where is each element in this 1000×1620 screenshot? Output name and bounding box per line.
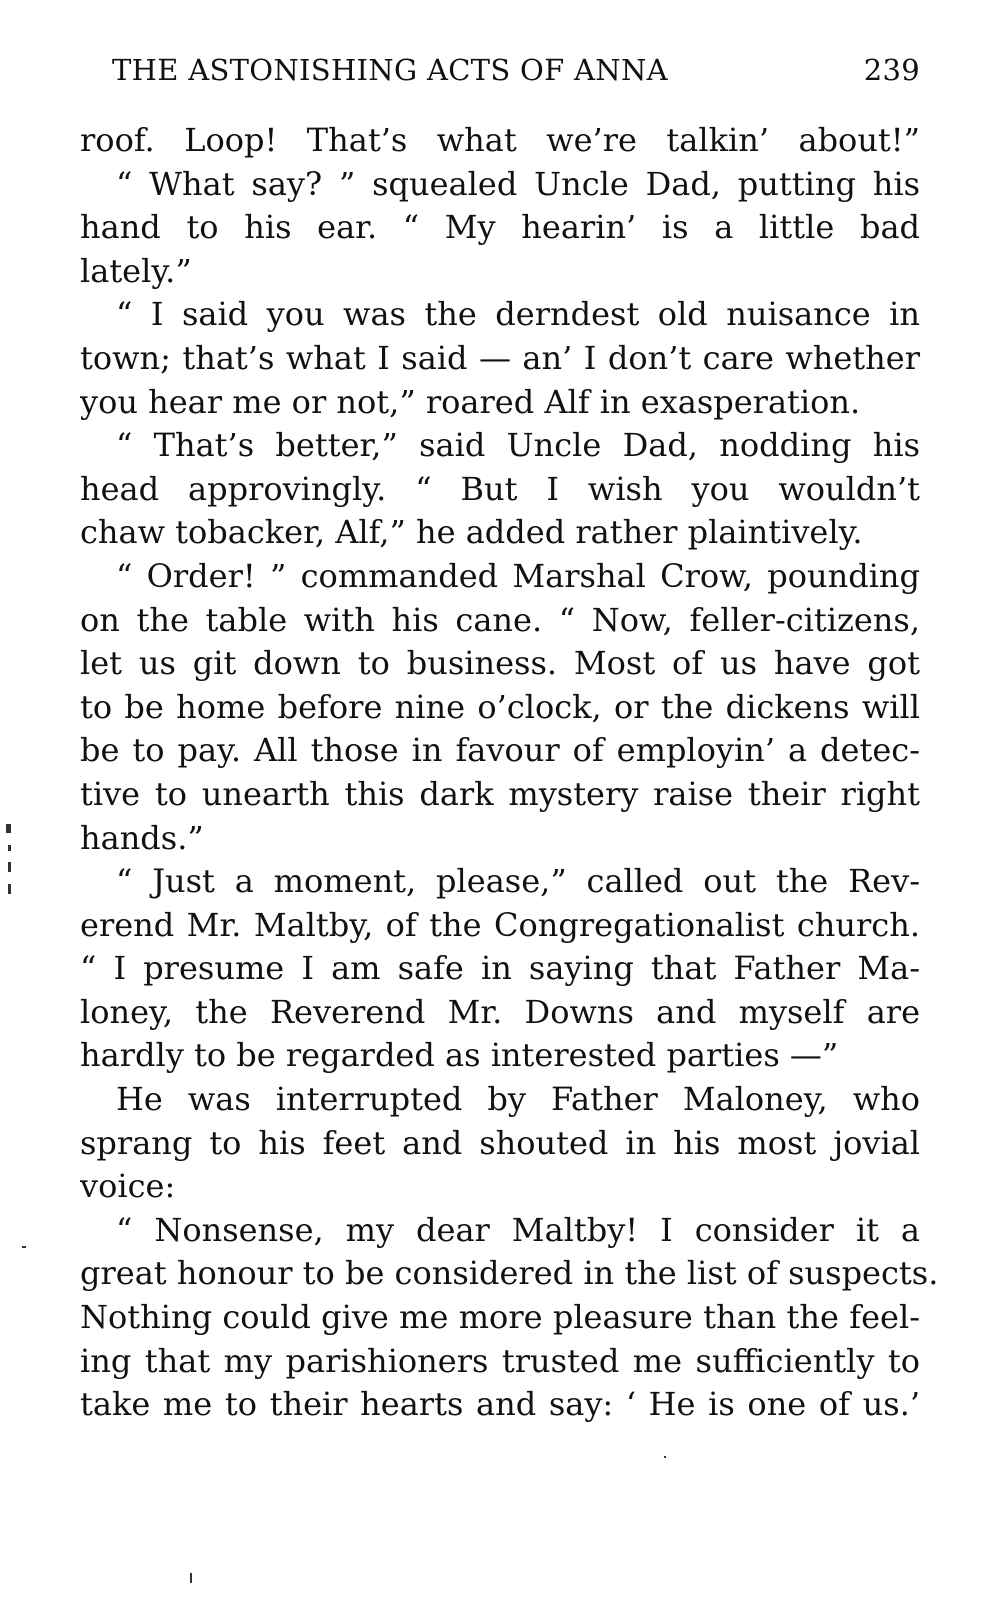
running-title: THE ASTONISHING ACTS OF ANNA — [112, 53, 668, 87]
running-head — [112, 50, 920, 90]
text-line: He was interrupted by Father Maloney, who — [116, 1080, 920, 1119]
text-line: on the table with his cane. “ Now, feller-citizens, — [80, 600, 920, 639]
text-line: “ Just a moment, please,” called out the Rev- — [116, 862, 920, 901]
text-line: Nothing could give me more pleasure than the feel- — [80, 1298, 920, 1337]
scan-speck — [664, 1456, 666, 1458]
text-line: to be home before nine o’clock, or the dickens will — [80, 687, 920, 726]
page-number: 239 — [863, 53, 920, 87]
text-line: hand to his ear. “ My hearin’ is a little bad — [80, 208, 920, 247]
text-line: head approvingly. “ But I wish you wouldn’t — [80, 469, 920, 508]
scan-speck — [8, 845, 11, 851]
text-line: “ I presume I am safe in saying that Father Ma- — [80, 949, 920, 988]
text-line: voice: — [80, 1167, 176, 1206]
scan-speck — [8, 884, 11, 894]
text-line: great honour to be considered in the list of suspects. — [80, 1254, 939, 1293]
scan-speck — [6, 824, 11, 833]
text-line: “ Nonsense, my dear Maltby! I consider it a — [116, 1210, 920, 1249]
text-line: town; that’s what I said — an’ I don’t care whether — [80, 338, 920, 377]
text-line: be to pay. All those in favour of employin’ a detec- — [80, 731, 920, 770]
text-line: tive to unearth this dark mystery raise their right — [80, 774, 920, 813]
text-line: hardly to be regarded as interested parties —” — [80, 1036, 839, 1075]
body-text — [80, 119, 939, 1427]
text-line: you hear me or not,” roared Alf in exasperation. — [80, 382, 861, 421]
text-line: sprang to his feet and shouted in his most jovial — [80, 1123, 920, 1162]
text-line: loney, the Reverend Mr. Downs and myself are — [80, 992, 920, 1031]
text-line: hands.” — [80, 818, 204, 857]
text-line: “ Order! ” commanded Marshal Crow, pounding — [116, 556, 920, 595]
scan-speck — [190, 1573, 192, 1583]
text-line: roof. Loop! That’s what we’re talkin’ about!” — [80, 121, 920, 159]
text-line: “ I said you was the derndest old nuisance in — [116, 295, 920, 334]
text-line: chaw tobacker, Alf,” he added rather plaintively. — [80, 513, 863, 552]
text-line: ing that my parishioners trusted me sufficiently to — [80, 1341, 920, 1380]
text-line: “ What say? ” squealed Uncle Dad, putting his — [116, 164, 920, 203]
text-line: take me to their hearts and say: ‘ He is one of us.’ — [80, 1385, 920, 1424]
text-line: let us git down to business. Most of us have got — [80, 644, 920, 683]
scan-speck — [8, 862, 11, 872]
scan-speck — [22, 1246, 26, 1248]
text-line: erend Mr. Maltby, of the Congregationalist church. — [80, 905, 920, 944]
text-line: lately.” — [80, 251, 192, 290]
text-line: “ That’s better,” said Uncle Dad, nodding his — [116, 426, 920, 465]
